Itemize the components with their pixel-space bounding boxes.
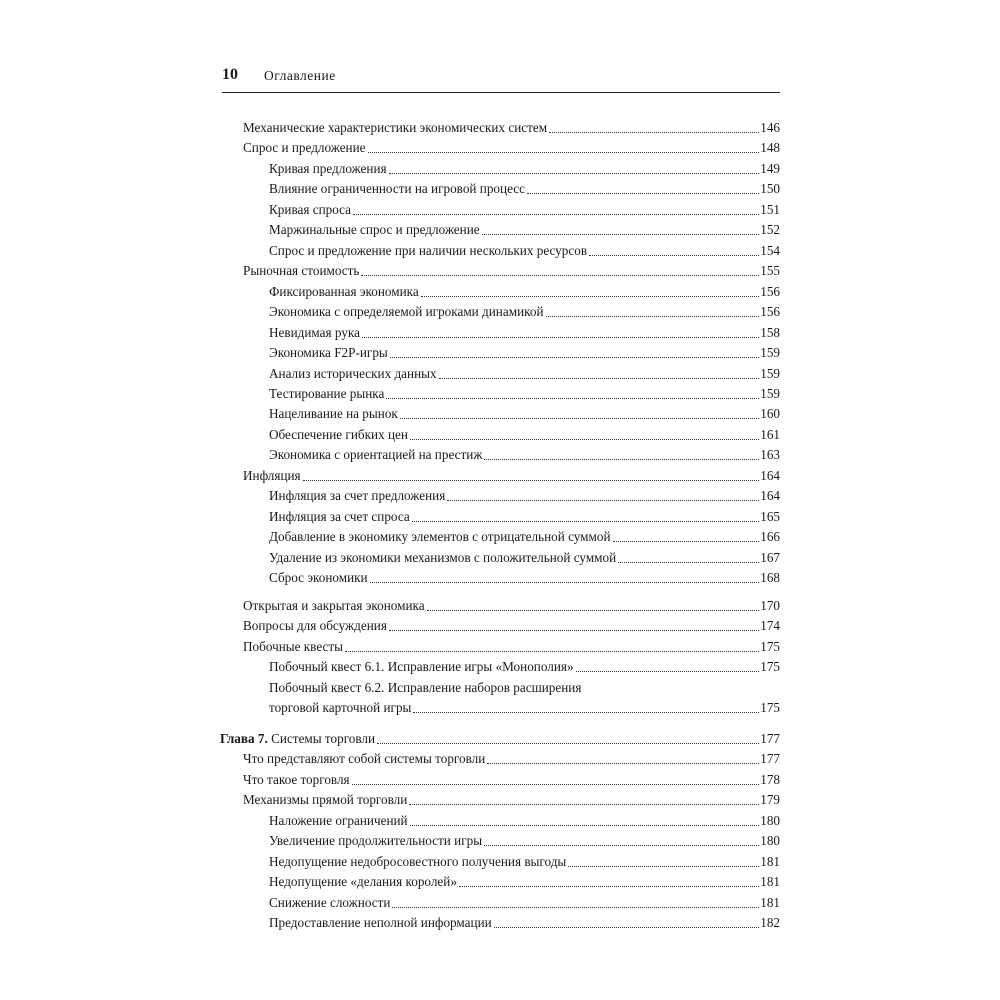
toc-entry: Недопущение «делания королей» 181 — [269, 874, 780, 889]
toc-entry: Экономика F2P-игры 159 — [269, 345, 780, 360]
dot-leader — [589, 255, 759, 256]
dot-leader — [303, 480, 760, 481]
toc-page-number: 181 — [760, 854, 780, 869]
toc-page-number: 177 — [760, 731, 780, 746]
toc-entry: Анализ исторических данных 159 — [269, 366, 780, 381]
dot-leader — [549, 132, 759, 133]
toc-entry: Влияние ограниченности на игровой процесс 150 — [269, 181, 780, 196]
toc-entry: Механизмы прямой торговли 179 — [243, 792, 780, 807]
dot-leader — [568, 866, 759, 867]
dot-leader — [546, 316, 760, 317]
toc-page-number: 180 — [760, 813, 780, 828]
toc-page-number: 158 — [760, 325, 780, 340]
toc-entry: Наложение ограничений 180 — [269, 813, 780, 828]
toc-page-number: 150 — [760, 181, 780, 196]
toc-entry: Маржинальные спрос и предложение 152 — [269, 222, 780, 237]
toc-page-number: 151 — [760, 202, 780, 217]
dot-leader — [386, 398, 759, 399]
toc-page-number: 161 — [760, 427, 780, 442]
toc-page-number: 180 — [760, 833, 780, 848]
toc-entry: Удаление из экономики механизмов с положительной суммой 167 — [269, 550, 780, 565]
toc-page-number: 159 — [760, 386, 780, 401]
toc-page-number: 179 — [760, 792, 780, 807]
dot-leader — [412, 521, 760, 522]
toc-entry: Фиксированная экономика 156 — [269, 284, 780, 299]
toc-entry: Механические характеристики экономических систем 146 — [243, 120, 780, 135]
dot-leader — [400, 418, 759, 419]
toc-entry: Что такое торговля 178 — [243, 772, 780, 787]
dot-leader — [409, 804, 759, 805]
toc-page-number: 148 — [760, 140, 780, 155]
toc-entry: торговой карточной игры 175 — [269, 700, 780, 715]
toc-entry: Спрос и предложение 148 — [243, 140, 780, 155]
toc-page-number: 155 — [760, 263, 780, 278]
toc-entry: Нацеливание на рынок 160 — [269, 406, 780, 421]
running-title: Оглавление — [264, 68, 336, 83]
dot-leader — [353, 214, 759, 215]
dot-leader — [389, 630, 759, 631]
toc-chapter-entry — [220, 730, 780, 748]
chapter-label: Глава 7. — [220, 731, 268, 746]
toc-entry: Инфляция 164 — [243, 468, 780, 483]
dot-leader — [345, 651, 759, 652]
dot-leader — [410, 439, 759, 440]
dot-leader — [352, 784, 760, 785]
toc-page-number: 181 — [760, 874, 780, 889]
toc-entry-first-line: Побочный квест 6.2. Исправление наборов расширения — [269, 680, 582, 695]
toc-page-number: 166 — [760, 529, 780, 544]
toc-entry: Добавление в экономику элементов с отрицательной суммой 166 — [269, 529, 780, 544]
toc-page-number: 163 — [760, 447, 780, 462]
toc-page-number: 182 — [760, 915, 780, 930]
toc-page-number: 168 — [760, 570, 780, 585]
toc-page-number: 175 — [760, 639, 780, 654]
toc-page-number: 160 — [760, 406, 780, 421]
dot-leader — [484, 459, 759, 460]
toc-entry: Невидимая рука 158 — [269, 325, 780, 340]
toc-entry: Увеличение продолжительности игры 180 — [269, 833, 780, 848]
toc-entry: Тестирование рынка 159 — [269, 386, 780, 401]
dot-leader — [613, 541, 760, 542]
chapter-title: Системы торговли — [267, 731, 376, 746]
dot-leader — [410, 825, 760, 826]
dot-leader — [618, 562, 759, 563]
toc-entry: Вопросы для обсуждения 174 — [243, 618, 780, 633]
toc-entry: Обеспечение гибких цен 161 — [269, 427, 780, 442]
toc-page-number: 177 — [760, 751, 780, 766]
toc-page-number: 156 — [760, 304, 780, 319]
toc-entry: Что представляют собой системы торговли 177 — [243, 751, 780, 766]
toc-entry: Кривая предложения 149 — [269, 161, 780, 176]
toc-page-number: 159 — [760, 366, 780, 381]
dot-leader — [487, 763, 759, 764]
dot-leader — [576, 671, 760, 672]
dot-leader — [427, 610, 760, 611]
dot-leader — [361, 275, 759, 276]
dot-leader — [421, 296, 759, 297]
page-number: 10 — [222, 66, 238, 83]
dot-leader — [527, 193, 759, 194]
dot-leader — [362, 337, 759, 338]
dot-leader — [484, 845, 759, 846]
toc-page-number: 167 — [760, 550, 780, 565]
dot-leader — [389, 173, 760, 174]
toc-entry: Кривая спроса 151 — [269, 202, 780, 217]
toc-page-number: 164 — [760, 488, 780, 503]
toc-entry: Побочные квесты 175 — [243, 639, 780, 654]
dot-leader — [494, 927, 760, 928]
toc-page-number: 149 — [760, 161, 780, 176]
toc-page-number: 164 — [760, 468, 780, 483]
dot-leader — [413, 712, 759, 713]
dot-leader — [368, 152, 760, 153]
toc-page-number: 181 — [760, 895, 780, 910]
toc-page-number: 159 — [760, 345, 780, 360]
dot-leader — [447, 500, 759, 501]
toc-page-number: 156 — [760, 284, 780, 299]
toc-entry: Открытая и закрытая экономика 170 — [243, 598, 780, 613]
dot-leader — [370, 582, 760, 583]
toc-entry: Недопущение недобросовестного получения выгоды 181 — [269, 854, 780, 869]
toc-entry: Инфляция за счет спроса 165 — [269, 509, 780, 524]
toc-page-number: 165 — [760, 509, 780, 524]
dot-leader — [392, 907, 759, 908]
toc-page-number: 178 — [760, 772, 780, 787]
toc-page-number: 170 — [760, 598, 780, 613]
dot-leader — [482, 234, 760, 235]
dot-leader — [390, 357, 759, 358]
toc-page-number: 146 — [760, 120, 780, 135]
toc-entry: Сброс экономики 168 — [269, 570, 780, 585]
toc-entry: Инфляция за счет предложения 164 — [269, 488, 780, 503]
dot-leader — [377, 743, 759, 744]
toc-entry: Предоставление неполной информации 182 — [269, 915, 780, 930]
toc-entry: Рыночная стоимость 155 — [243, 263, 780, 278]
toc-page-number: 175 — [760, 700, 780, 715]
toc-page-number: 175 — [760, 659, 780, 674]
toc-entry: Снижение сложности 181 — [269, 895, 780, 910]
toc-page-number: 174 — [760, 618, 780, 633]
toc-entry: Спрос и предложение при наличии нескольких ресурсов 154 — [269, 243, 780, 258]
toc-page-number: 154 — [760, 243, 780, 258]
dot-leader — [439, 378, 760, 379]
toc-entry: Побочный квест 6.1. Исправление игры «Монополия» 175 — [269, 659, 780, 674]
toc-entry: Экономика с ориентацией на престиж 163 — [269, 447, 780, 462]
dot-leader — [459, 886, 759, 887]
toc-page-number: 152 — [760, 222, 780, 237]
toc-entry: Экономика с определяемой игроками динамикой 156 — [269, 304, 780, 319]
